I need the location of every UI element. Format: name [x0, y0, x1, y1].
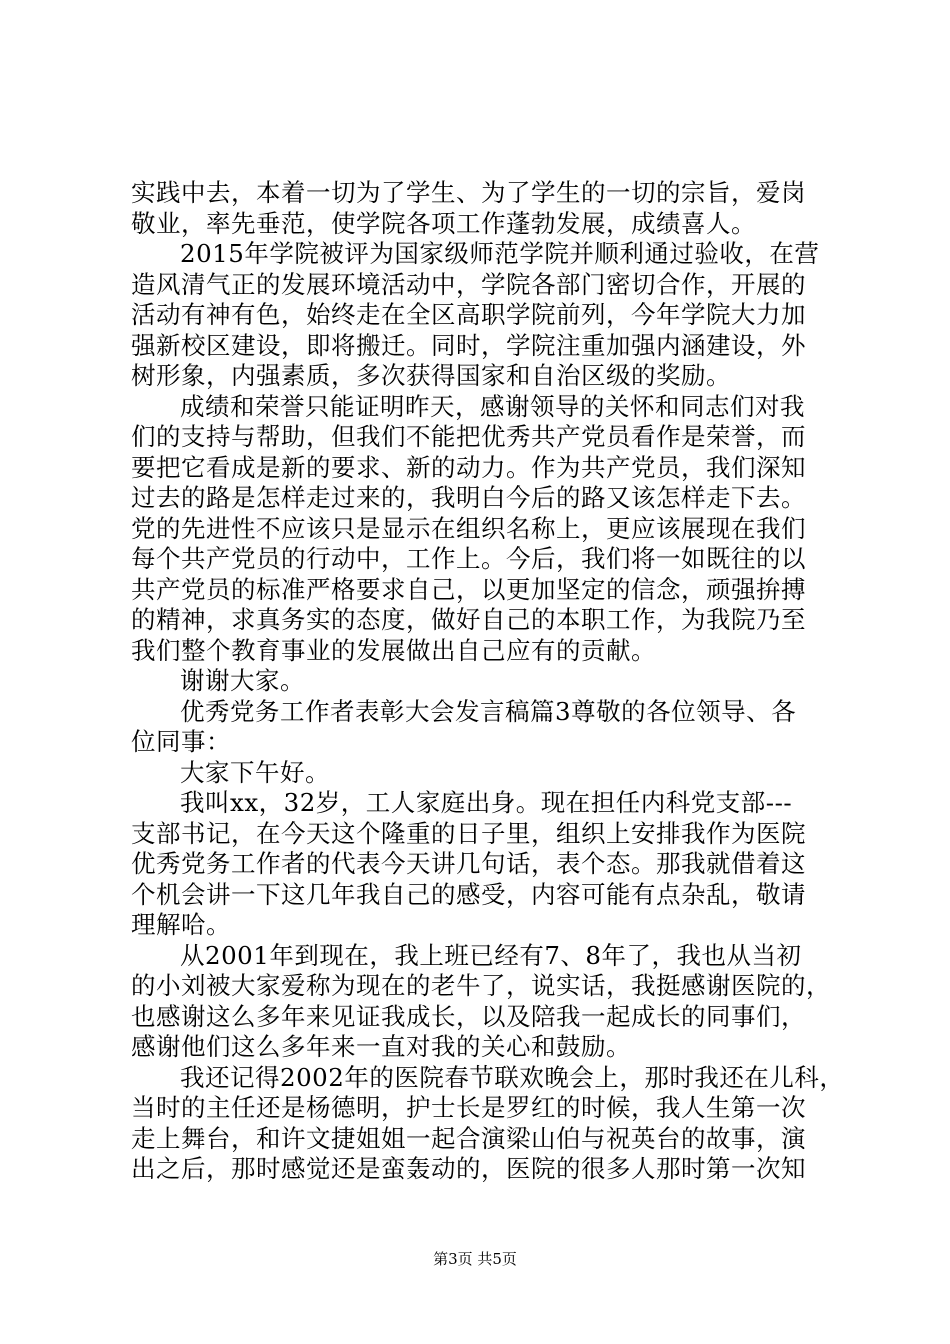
text-line: 的小刘被大家爱称为现在的老牛了，说实话，我挺感谢医院的，: [131, 971, 831, 1000]
text-line: 我们整个教育事业的发展做出自己应有的贡献。: [131, 636, 656, 665]
text-line: 走上舞台，和许文捷姐姐一起合演梁山伯与祝英台的故事，演: [131, 1124, 806, 1153]
text-line: 谢谢大家。: [180, 666, 305, 695]
text-line: 优秀党务工作者的代表今天讲几句话，表个态。那我就借着这: [131, 849, 806, 878]
text-line: 成绩和荣誉只能证明昨天，感谢领导的关怀和同志们对我: [180, 392, 805, 421]
text-line: 位同事：: [131, 727, 231, 756]
text-line: 我叫xx，32岁，工人家庭出身。现在担任内科党支部---: [180, 788, 793, 817]
text-line: 共产党员的标准严格要求自己，以更加坚定的信念，顽强拚搏: [131, 575, 806, 604]
text-line: 强新校区建设，即将搬迁。同时，学院注重加强内涵建设，外: [131, 331, 806, 360]
text-line: 要把它看成是新的要求、新的动力。作为共产党员，我们深知: [131, 453, 806, 482]
text-line: 优秀党务工作者表彰大会发言稿篇3尊敬的各位领导、各: [180, 697, 797, 726]
text-line: 过去的路是怎样走过来的，我明白今后的路又该怎样走下去。: [131, 483, 806, 512]
text-line: 活动有神有色，始终走在全区高职学院前列，今年学院大力加: [131, 300, 806, 329]
text-line: 们的支持与帮助，但我们不能把优秀共产党员看作是荣誉，而: [131, 422, 806, 451]
text-line: 支部书记，在今天这个隆重的日子里，组织上安排我作为医院: [131, 819, 806, 848]
text-line: 从2001年到现在，我上班已经有7、8年了，我也从当初: [180, 941, 802, 970]
text-line: 2015年学院被评为国家级师范学院并顺利通过验收，在营: [180, 239, 820, 268]
page-footer: 第3页 共5页: [433, 1250, 517, 1268]
text-line: 我还记得2002年的医院春节联欢晚会上，那时我还在儿科，: [180, 1063, 845, 1092]
text-line: 实践中去，本着一切为了学生、为了学生的一切的宗旨，爱岗: [131, 178, 806, 207]
text-line: 个机会讲一下这几年我自己的感受，内容可能有点杂乱，敬请: [131, 880, 806, 909]
text-line: 树形象，内强素质，多次获得国家和自治区级的奖励。: [131, 361, 731, 390]
text-line: 党的先进性不应该只是显示在组织名称上，更应该展现在我们: [131, 514, 806, 543]
text-line: 也感谢这么多年来见证我成长，以及陪我一起成长的同事们，: [131, 1002, 806, 1031]
text-line: 大家下午好。: [180, 758, 330, 787]
text-line: 感谢他们这么多年来一直对我的关心和鼓励。: [131, 1032, 631, 1061]
text-line: 每个共产党员的行动中，工作上。今后，我们将一如既往的以: [131, 544, 806, 573]
text-line: 的精神，求真务实的态度，做好自己的本职工作，为我院乃至: [131, 605, 806, 634]
text-line: 敬业，率先垂范，使学院各项工作蓬勃发展，成绩喜人。: [131, 209, 756, 238]
text-line: 当时的主任还是杨德明，护士长是罗红的时候，我人生第一次: [131, 1093, 806, 1122]
text-line: 出之后，那时感觉还是蛮轰动的，医院的很多人那时第一次知: [131, 1154, 806, 1183]
text-line: 理解哈。: [131, 910, 231, 939]
text-line: 造风清气正的发展环境活动中，学院各部门密切合作，开展的: [131, 270, 806, 299]
